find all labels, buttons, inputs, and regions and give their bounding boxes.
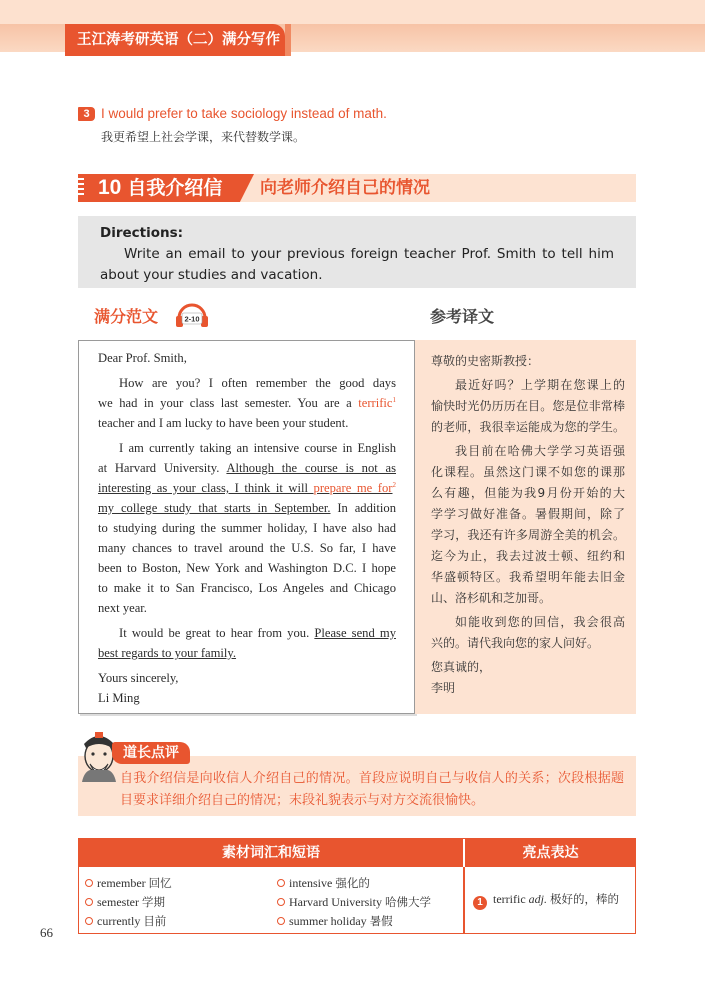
highlight-header: 亮点表达 <box>465 839 636 867</box>
trans-line: 的老师，我很幸运能成为您的学生。 <box>431 420 625 434</box>
trans-line: 愉快时光仍历历在目。您是位非常棒 <box>431 399 625 413</box>
letter-line: interesting as your class, I think it will prepare me for$^2$ <box>98 481 396 496</box>
letter-line: It would be great to hear from you. Please send my <box>119 626 396 640</box>
trans-line: 兴的。请代我向您的家人问好。 <box>431 636 600 650</box>
letter-closing: Yours sincerely, <box>98 671 179 685</box>
vocab-item: Harvard University 哈佛大学 <box>277 894 431 910</box>
trans-line: 华盛顿特区。我希望明年能去旧金 <box>431 570 625 584</box>
letter-line: teacher and I am lucky to have been your student. <box>98 416 349 430</box>
vocab-item: intensive 强化的 <box>277 875 370 891</box>
letter-line: been to Boston, New York and Washington D.C. I hope <box>98 561 396 575</box>
vocab-item: currently 目前 <box>85 913 166 929</box>
trans-line: 如能收到您的回信，我会很高 <box>455 615 625 629</box>
letter-line: best regards to your family. <box>98 646 237 660</box>
reference-translation <box>415 340 636 714</box>
model-letter <box>78 340 415 714</box>
trans-line: 我目前在哈佛大学学习英语强 <box>455 444 625 458</box>
section-number: 10 <box>98 176 122 199</box>
headphones-audio-icon[interactable] <box>174 298 210 332</box>
commentary-tag: 道长点评 <box>112 742 190 764</box>
trans-signature: 李明 <box>431 681 456 695</box>
example-english: I would prefer to take sociology instead of math. <box>101 106 387 121</box>
vocab-table <box>78 838 636 934</box>
highlight-terrific: terrific <box>358 396 393 411</box>
directions-box <box>78 216 636 288</box>
vocab-item: summer holiday 暑假 <box>277 913 393 929</box>
trans-line: 最近好吗？上学期在您课上的 <box>455 378 625 392</box>
translation-heading: 参考译文 <box>430 307 495 326</box>
letter-line: at Harvard University. Although the course is not as <box>98 461 397 475</box>
model-essay-heading: 满分范文 <box>94 307 159 326</box>
letter-greeting: Dear Prof. Smith, <box>98 351 187 365</box>
page-number: 66 <box>40 925 53 940</box>
letter-line: How are you? I often remember the good days <box>119 376 396 390</box>
section-subtitle: 向老师介绍自己的情况 <box>260 178 430 198</box>
section-header <box>78 174 636 202</box>
letter-line: next year. <box>98 601 147 615</box>
letter-line: many chances to travel around the U.S. So far, I have <box>98 541 396 555</box>
letter-line: my college study that starts in September. In addition <box>98 501 396 515</box>
letter-line: I am currently taking an intensive course in English <box>119 441 396 455</box>
book-title: 王江涛考研英语（二）满分写作 <box>65 24 285 56</box>
vocab-header: 素材词汇和短语 <box>79 839 463 867</box>
example-number-badge: 3 <box>78 107 95 121</box>
trans-line: 化课程。虽然这门课不如您的课那 <box>431 465 625 479</box>
audio-code: 2-10 <box>184 314 200 324</box>
directions-line-2: about your studies and vacation. <box>100 267 323 283</box>
trans-closing: 您真诚的， <box>431 660 492 674</box>
letter-signature: Li Ming <box>98 691 140 705</box>
letter-line: to make it to San Francisco, Los Angeles and Chicago <box>98 581 396 595</box>
trans-greeting: 尊敬的史密斯教授： <box>431 354 540 368</box>
letter-line: to studying during the summer holiday, I have also had <box>98 521 396 535</box>
directions-line-1: Write an email to your previous foreign teacher Prof. Smith to tell him <box>124 246 614 262</box>
highlight-number-badge: 1 <box>473 896 487 910</box>
trans-line: 迄今为止，我去过波士顿、纽约和 <box>431 549 625 563</box>
directions-heading: Directions: <box>100 225 184 241</box>
trans-line: 山、洛杉矶和芝加哥。 <box>431 591 552 605</box>
example-chinese: 我更希望上社会学课，来代替数学课。 <box>101 130 306 144</box>
commentary-box <box>78 756 636 816</box>
vocab-item: semester 学期 <box>85 894 165 910</box>
section-title: 10 自我介绍信 <box>98 176 223 199</box>
highlight-expression: 1 terrific adj. 极好的，棒的 <box>473 891 619 910</box>
letter-line: we had in your class last semester. You are a terrific$^1$ <box>98 396 396 411</box>
vocab-item: remember 回忆 <box>85 875 172 891</box>
highlight-prepare-me-for: prepare me for <box>313 481 393 496</box>
trans-line: 学习，我还有许多周游全美的机会。 <box>431 528 625 542</box>
trans-line: 么有趣，但能为我9月份开始的大 <box>431 486 625 500</box>
commentary-text: 自我介绍信是向收信人介绍自己的情况。首段应说明自己与收信人的关系；次段根据题目要求详细介绍自己的情况；末段礼貌表示与对方交流很愉快。 <box>120 771 624 808</box>
trans-line: 学学习做好准备。暑假期间，除了 <box>431 507 625 521</box>
